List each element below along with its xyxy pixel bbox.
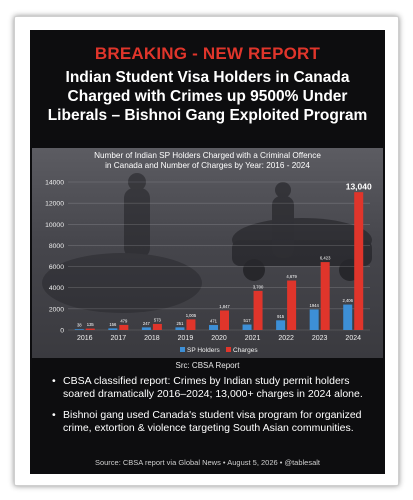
chart-title-line: Number of Indian SP Holders Charged with a Criminal Offence: [94, 151, 321, 160]
x-tick-label-2018: 2018: [144, 335, 160, 342]
data-label-charges-2020: 1,847: [219, 303, 230, 309]
legend-label-1: Charges: [233, 347, 258, 354]
chart-title-line: in Canada and Number of Charges by Year: 2016 - 2024: [105, 161, 310, 170]
data-label-charges-2018: 573: [153, 317, 161, 323]
bar-sp-holders-2024: [343, 305, 352, 330]
bar-charges-2024: [354, 192, 363, 330]
data-label-charges-2024: 13,040: [345, 181, 372, 192]
breaking-kicker: BREAKING - NEW REPORT: [94, 44, 321, 63]
headline: Indian Student Visa Holders in Canada Charged with Crimes up 9500% Under Liberals – Bishnoi Gang Exploited Program: [47, 69, 368, 124]
data-label-sp-holders-2024: 2,406: [342, 298, 353, 304]
x-tick-label-2021: 2021: [244, 335, 261, 342]
data-label-sp-holders-2022: 915: [277, 313, 285, 319]
bar-charges-2022: [287, 281, 296, 330]
x-tick-label-2023: 2023: [311, 335, 328, 342]
data-label-sp-holders-2017: 156: [109, 321, 117, 327]
y-tick-label: 12000: [45, 200, 64, 208]
data-label-sp-holders-2021: 517: [243, 318, 251, 324]
x-tick-label-2019: 2019: [177, 335, 194, 342]
bullet-dot: •: [52, 375, 56, 387]
data-label-charges-2019: 1,005: [185, 312, 197, 318]
x-tick-label-2017: 2017: [110, 335, 127, 342]
data-label-sp-holders-2020: 471: [210, 318, 217, 324]
bar-charges-2023: [321, 262, 330, 330]
y-tick-label: 14000: [45, 179, 64, 187]
data-label-sp-holders-2023: 1944: [309, 302, 319, 308]
y-tick-label: 4000: [48, 285, 64, 293]
data-label-charges-2016: 135: [86, 322, 94, 328]
x-tick-label-2022: 2022: [278, 335, 294, 342]
x-tick-label-2020: 2020: [211, 335, 227, 342]
data-label-sp-holders-2019: 251: [176, 320, 184, 326]
bullet-text-1: CBSA classified report: Crimes by Indian study permit holders soared dramatically 2016–2024; 13,000+ charges in 2024 alone.: [63, 375, 363, 400]
data-label-charges-2017: 479: [120, 318, 128, 324]
y-tick-label: 2000: [48, 306, 64, 314]
legend-swatch-1: [226, 347, 231, 352]
bar-sp-holders-2021: [243, 325, 252, 330]
bullet-item-1: [52, 375, 372, 400]
bullet-list: [52, 375, 372, 443]
y-tick-label: 6000: [48, 264, 64, 272]
bar-charges-2021: [254, 291, 263, 330]
legend-label-0: SP Holders: [187, 347, 220, 354]
bar-sp-holders-2018: [142, 327, 151, 330]
bar-charges-2019: [186, 319, 195, 330]
bar-charges-2018: [153, 324, 162, 330]
bar-charges-2020: [220, 310, 229, 330]
y-tick-label: 0: [60, 327, 64, 335]
chart-area: [32, 148, 383, 358]
bar-sp-holders-2019: [175, 327, 184, 330]
bullet-item-2: [52, 409, 372, 434]
data-label-charges-2023: 6,423: [319, 255, 331, 261]
bar-chart: [32, 148, 383, 358]
y-tick-label: 10000: [45, 221, 64, 229]
bullet-text-2: Bishnoi gang used Canada's student visa program for organized crime, extortion & violence targeting South Asian communities.: [63, 409, 362, 434]
footer-source: Source: CBSA report via Global News • August 5, 2026 • @tablesalt: [94, 458, 321, 467]
bar-sp-holders-2020: [209, 325, 218, 330]
bar-sp-holders-2022: [276, 320, 285, 330]
data-label-charges-2021: 3,700: [252, 284, 264, 290]
bar-charges-2017: [119, 325, 128, 330]
bar-charges-2016: [86, 329, 95, 330]
data-label-charges-2022: 4,679: [286, 274, 297, 280]
infographic-panel: [30, 30, 385, 474]
data-label-sp-holders-2018: 247: [142, 320, 150, 326]
legend-swatch-0: [180, 347, 185, 352]
x-tick-label-2024: 2024: [345, 335, 362, 342]
chart-source: Src: CBSA Report: [175, 361, 240, 370]
bar-sp-holders-2016: [75, 329, 84, 330]
x-tick-label-2016: 2016: [76, 335, 93, 342]
bar-sp-holders-2023: [310, 309, 319, 330]
bar-sp-holders-2017: [108, 328, 117, 330]
data-label-sp-holders-2016: 38: [76, 322, 82, 328]
y-tick-label: 8000: [48, 242, 64, 250]
bullet-dot: •: [52, 409, 56, 421]
